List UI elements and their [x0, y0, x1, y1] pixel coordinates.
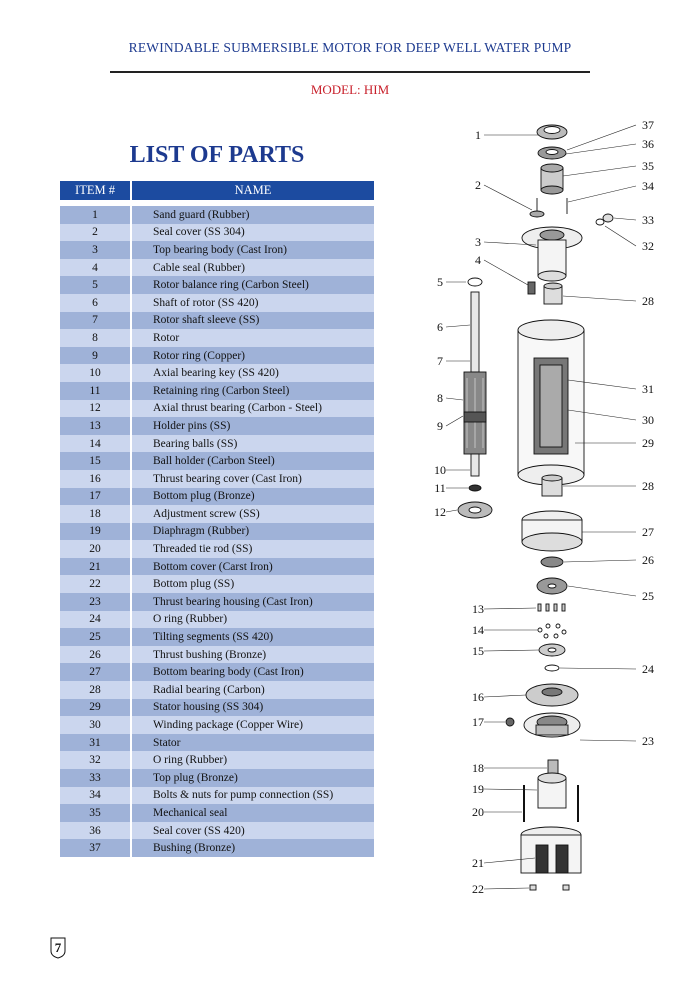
callout-label: 12 — [434, 505, 446, 519]
callout-label: 17 — [472, 715, 484, 729]
item-number: 22 — [60, 575, 131, 593]
item-number: 14 — [60, 435, 131, 453]
part-bearing-balls — [538, 624, 566, 638]
callout-label: 9 — [437, 419, 443, 433]
part-name: Retaining ring (Carbon Steel) — [131, 382, 374, 400]
item-number: 29 — [60, 699, 131, 717]
column-header-name: NAME — [131, 181, 374, 200]
part-name: Diaphragm (Rubber) — [131, 523, 374, 541]
page-number: 7 — [54, 940, 62, 955]
part-name: Stator — [131, 734, 374, 752]
callout-leader-line — [484, 185, 532, 210]
callout-label: 13 — [472, 602, 484, 616]
part-seal-cover-2 — [530, 211, 544, 217]
table-row — [60, 734, 374, 752]
callout-leader-line — [484, 695, 526, 697]
header-divider — [110, 71, 590, 73]
item-number: 32 — [60, 751, 131, 769]
callout-label: 11 — [434, 481, 446, 495]
item-number: 37 — [60, 839, 131, 857]
callout-leader-line — [614, 218, 636, 220]
exploded-parts-diagram — [400, 110, 699, 900]
callout-label: 19 — [472, 782, 484, 796]
table-row — [60, 435, 374, 453]
item-number: 1 — [60, 206, 131, 224]
callout-label: 21 — [472, 856, 484, 870]
callout-label: 8 — [437, 391, 443, 405]
callout-label: 2 — [475, 178, 481, 192]
callout-leader-line — [564, 560, 636, 562]
part-bushing-top-hole — [544, 127, 560, 134]
callout-label: 14 — [472, 623, 484, 637]
part-name: Cable seal (Rubber) — [131, 259, 374, 277]
table-row — [60, 839, 374, 857]
item-number: 3 — [60, 241, 131, 259]
part-name: Rotor ring (Copper) — [131, 347, 374, 365]
parts-table-body — [60, 206, 374, 857]
table-row — [60, 417, 374, 435]
table-row — [60, 488, 374, 506]
callout-leader-line — [446, 325, 470, 327]
part-name: Holder pins (SS) — [131, 417, 374, 435]
callout-label: 6 — [437, 320, 443, 334]
item-number: 28 — [60, 681, 131, 699]
part-name: Tilting segments (SS 420) — [131, 628, 374, 646]
table-row — [60, 575, 374, 593]
part-name: Thrust bushing (Bronze) — [131, 646, 374, 664]
table-row — [60, 699, 374, 717]
part-name: Stator housing (SS 304) — [131, 699, 374, 717]
part-rotor-shaft — [471, 292, 479, 372]
item-number: 26 — [60, 646, 131, 664]
table-row — [60, 646, 374, 664]
callout-leader-line — [484, 888, 529, 889]
part-name: Thrust bearing housing (Cast Iron) — [131, 593, 374, 611]
callout-leader-line — [563, 166, 636, 176]
part-name: Bolts & nuts for pump connection (SS) — [131, 787, 374, 805]
part-name: Sand guard (Rubber) — [131, 206, 374, 224]
part-retaining-ring — [469, 485, 481, 491]
callout-label: 27 — [642, 525, 654, 539]
item-number: 16 — [60, 470, 131, 488]
part-name: Seal cover (SS 304) — [131, 224, 374, 242]
part-rotor-balance-ring — [468, 278, 482, 286]
table-row — [60, 628, 374, 646]
table-row — [60, 593, 374, 611]
table-row — [60, 523, 374, 541]
item-number: 36 — [60, 822, 131, 840]
item-number: 20 — [60, 540, 131, 558]
table-row — [60, 224, 374, 242]
part-name: Rotor shaft sleeve (SS) — [131, 312, 374, 330]
callout-label: 10 — [434, 463, 446, 477]
part-name: Shaft of rotor (SS 420) — [131, 294, 374, 312]
callout-label: 20 — [472, 805, 484, 819]
section-title: LIST OF PARTS — [129, 142, 305, 168]
part-rotor-shaft-lower — [471, 454, 479, 476]
item-number: 9 — [60, 347, 131, 365]
table-row — [60, 681, 374, 699]
callout-leader-line — [560, 668, 636, 669]
page-number-badge — [50, 937, 66, 959]
callout-leader-line — [568, 186, 636, 202]
table-row — [60, 347, 374, 365]
item-number: 11 — [60, 382, 131, 400]
callout-label: 28 — [642, 479, 654, 493]
part-name: O ring (Rubber) — [131, 751, 374, 769]
callout-leader-line — [580, 740, 636, 741]
item-number: 24 — [60, 611, 131, 629]
callout-leader-line — [567, 125, 636, 150]
callout-label: 26 — [642, 553, 654, 567]
callout-label: 25 — [642, 589, 654, 603]
table-row — [60, 505, 374, 523]
table-row — [60, 276, 374, 294]
callout-leader-line — [484, 608, 536, 609]
table-row — [60, 382, 374, 400]
part-cable-seal — [528, 282, 535, 294]
item-number: 4 — [60, 259, 131, 277]
callout-leader-line — [446, 510, 457, 512]
part-name: Bottom cover (Carst Iron) — [131, 558, 374, 576]
table-row — [60, 716, 374, 734]
part-name: Adjustment screw (SS) — [131, 505, 374, 523]
table-row — [60, 822, 374, 840]
table-row — [60, 364, 374, 382]
callout-label: 18 — [472, 761, 484, 775]
item-number: 23 — [60, 593, 131, 611]
callout-label: 22 — [472, 882, 484, 896]
callout-leader-line — [484, 789, 537, 790]
callout-label: 29 — [642, 436, 654, 450]
callout-label: 28 — [642, 294, 654, 308]
callout-label: 4 — [475, 253, 481, 267]
callout-label: 30 — [642, 413, 654, 427]
part-name: Bottom plug (Bronze) — [131, 488, 374, 506]
table-row — [60, 329, 374, 347]
part-rotor-ring — [464, 412, 486, 422]
part-name: Bushing (Bronze) — [131, 839, 374, 857]
callout-leader-line — [484, 260, 528, 285]
part-name: Mechanical seal — [131, 804, 374, 822]
item-number: 8 — [60, 329, 131, 347]
part-name: Threaded tie rod (SS) — [131, 540, 374, 558]
part-name: Rotor balance ring (Carbon Steel) — [131, 276, 374, 294]
part-name: Ball holder (Carbon Steel) — [131, 452, 374, 470]
callout-leader-line — [563, 296, 636, 301]
part-name: Axial bearing key (SS 420) — [131, 364, 374, 382]
table-header-row — [60, 181, 374, 200]
part-name: Bottom bearing body (Cast Iron) — [131, 663, 374, 681]
table-row — [60, 769, 374, 787]
callout-leader-line — [568, 586, 636, 596]
item-number: 25 — [60, 628, 131, 646]
item-number: 15 — [60, 452, 131, 470]
item-number: 13 — [60, 417, 131, 435]
part-name: Winding package (Copper Wire) — [131, 716, 374, 734]
part-name: Bottom plug (SS) — [131, 575, 374, 593]
callout-label: 5 — [437, 275, 443, 289]
part-name: O ring (Rubber) — [131, 611, 374, 629]
callout-leader-line — [446, 416, 463, 426]
callout-label: 33 — [642, 213, 654, 227]
table-row — [60, 787, 374, 805]
part-adjustment-screw — [548, 760, 558, 774]
callout-leader-line — [605, 226, 636, 246]
callout-label: 1 — [475, 128, 481, 142]
table-row — [60, 312, 374, 330]
item-number: 34 — [60, 787, 131, 805]
table-row — [60, 452, 374, 470]
callout-label: 37 — [642, 118, 654, 132]
part-name: Bearing balls (SS) — [131, 435, 374, 453]
callout-label: 15 — [472, 644, 484, 658]
part-name: Rotor — [131, 329, 374, 347]
part-bottom-plug-17 — [506, 718, 514, 726]
part-name: Top bearing body (Cast Iron) — [131, 241, 374, 259]
part-o-ring-24 — [545, 665, 559, 671]
callout-leader-line — [446, 398, 463, 400]
callout-leader-line — [484, 650, 539, 651]
part-name: Seal cover (SS 420) — [131, 822, 374, 840]
table-row — [60, 558, 374, 576]
callout-label: 24 — [642, 662, 654, 676]
item-number: 27 — [60, 663, 131, 681]
item-number: 31 — [60, 734, 131, 752]
part-name: Thrust bearing cover (Cast Iron) — [131, 470, 374, 488]
callout-leader-line — [566, 144, 636, 154]
callout-label: 36 — [642, 137, 654, 151]
item-number: 7 — [60, 312, 131, 330]
part-name: Radial bearing (Carbon) — [131, 681, 374, 699]
part-name: Top plug (Bronze) — [131, 769, 374, 787]
table-row — [60, 294, 374, 312]
item-number: 21 — [60, 558, 131, 576]
document-header-title: REWINDABLE SUBMERSIBLE MOTOR FOR DEEP WELL WATER PUMP — [128, 40, 572, 55]
table-row — [60, 804, 374, 822]
item-number: 35 — [60, 804, 131, 822]
part-stator-core — [540, 365, 562, 447]
callout-label: 16 — [472, 690, 484, 704]
callout-label: 35 — [642, 159, 654, 173]
item-number: 18 — [60, 505, 131, 523]
table-row — [60, 751, 374, 769]
table-row — [60, 540, 374, 558]
table-row — [60, 611, 374, 629]
item-number: 6 — [60, 294, 131, 312]
part-name: Axial thrust bearing (Carbon - Steel) — [131, 400, 374, 418]
table-row — [60, 206, 374, 224]
table-row — [60, 241, 374, 259]
parts-table — [60, 181, 374, 857]
callout-label: 32 — [642, 239, 654, 253]
part-top-plug — [603, 214, 613, 222]
part-o-ring-32 — [596, 219, 604, 225]
item-number: 5 — [60, 276, 131, 294]
part-holder-pins — [538, 604, 565, 611]
item-number: 12 — [60, 400, 131, 418]
callout-label: 3 — [475, 235, 481, 249]
table-row — [60, 259, 374, 277]
item-number: 10 — [60, 364, 131, 382]
part-thrust-bushing — [541, 557, 563, 567]
item-number: 30 — [60, 716, 131, 734]
item-number: 17 — [60, 488, 131, 506]
item-number: 19 — [60, 523, 131, 541]
item-number: 33 — [60, 769, 131, 787]
callout-label: 34 — [642, 179, 654, 193]
part-bottom-plugs-22 — [530, 885, 569, 890]
table-row — [60, 400, 374, 418]
callout-label: 31 — [642, 382, 654, 396]
model-label: MODEL: HIM — [310, 82, 390, 97]
column-header-item: ITEM # — [60, 181, 131, 200]
table-row — [60, 470, 374, 488]
callout-label: 23 — [642, 734, 654, 748]
table-row — [60, 663, 374, 681]
item-number: 2 — [60, 224, 131, 242]
callout-label: 7 — [437, 354, 443, 368]
